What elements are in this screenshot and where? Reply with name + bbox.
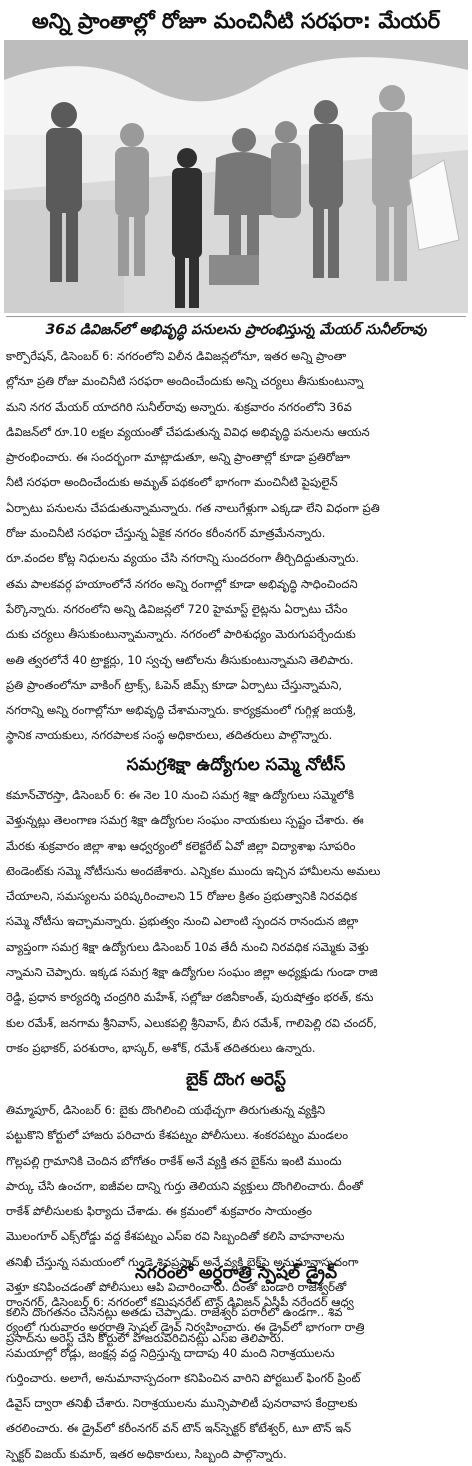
article-line: మని నగర మేయర్ యాదగిరి సునీల్‌రావు అన్నారు. శుక్రవారం నగరంలోని 36వ [6,399,352,414]
article-line: వెళ్తూ కనిపించడంతో పోలీసులు ఆపి విచారించారు. దీంతో బండారి రాజేశ్వర్‌తో [6,1280,347,1295]
article-line: పట్టుకొని కోర్టులో హాజరు పరిచారు కేశపట్నం పోలీసులు. శంకరపట్నం మండలం [6,1128,349,1143]
article-line: ప్రారంభించారు. ఈ సందర్భంగా మాట్లాడుతూ, అన్ని ప్రాంతాల్లో కూడా ప్రతిరోజూ [6,450,351,465]
article-line: ల్లోనూ ప్రతి రోజు మంచినీటి సరఫరా అందించేందుకు అన్ని చర్యలు తీసుకుంటున్నా [6,374,364,389]
article-line: కమాన్‌చౌరస్తా, డిసెంబర్ 6: ఈ నెల 10 నుంచి సమగ్ర శిక్షా ఉద్యోగులు సమ్మెలోకి [6,788,354,802]
article-line: ప్రతి ప్రాంతంలోనూ వాకింగ్ ట్రాక్స్, ఓపెన్ జిమ్స్ కూడా ఏర్పాటు చేస్తున్నామని, [6,677,343,692]
article-heading-special-drive: నగరంలో అర్ధరాత్రి స్పెషల్ డ్రైవ్ [134,1263,338,1283]
article-mayor [6,344,466,749]
article-line: స్థానిక నాయకులు, నగరపాలక సంస్థ అధికారులు, తదితరులు పాల్గొన్నారు. [6,728,333,743]
article-line: డివిజన్‌లో రూ.10 లక్షల వ్యయంతో చేపడుతున్న వివిధ అభివృద్ధి పనులను ఆయన [6,424,370,439]
article-line: గొల్లపల్లి గ్రామానికి చెందిన బోగోతం రాకేశ్ అనే వ్యక్తి తన బైక్‌ను ఇంటి ముందు [6,1153,342,1168]
article-line: తనిఖీ చేస్తున్న సమయంలో గుండె శివప్రసాద్ అనే వ్యక్తి బైక్‌పై అనుమానాస్పదంగా [6,1254,359,1269]
article-line: మొలంగూర్ ఎక్స్‌రోడ్డు వద్ద కేశపట్నం ఎస్ఐ రవి సిబ్బందితో కలిసి వాహనాలను [6,1229,345,1244]
article-line: ప్రసాద్‌ను అరెస్ట్ చేసి కోర్టులో హాజరుపరిచినట్లు ఎస్ఐ తెలిపారు. [6,1330,285,1345]
article-line: వెళ్తున్నట్లు తెలంగాణ సమగ్ర శిక్షా ఉద్యోగుల సంఘం నాయకులు స్పష్టం చేశారు. ఈ [6,813,364,828]
article-line: రాకేశ్ పోలీసులకు ఫిర్యాదు చేశాడు. ఈ క్రమంలో శుక్రవారం సాయంత్రం [6,1204,312,1219]
article-line: దుకు చర్యలు తీసుకుంటున్నామన్నారు. నగరంలో పారిశుధ్యం మెరుగుపర్చేందుకు [6,627,356,642]
article-line: రాకం ప్రభాకర్, పరశురాం, భాస్కర్, అశోక్, రమేశ్ తదితరులు ఉన్నారు. [6,1040,316,1055]
article-line: రాంనగర్, డిసెంబర్ 6: నగరంలో కమిషనరేట్ టౌన్ డివిజన్ ఏసీపీ నరేందర్ ఆధ్వ [6,1295,354,1309]
article-line: మేరకు శుక్రవారం జిల్లా శాఖ ఆధ్వర్యంలో కలెక్టరేట్ ఏవో జిల్లా విద్యాశాఖ సూపరిం [6,838,356,853]
article-line: స్పెక్టర్ విజయ్ కుమార్, ఇతర అధికారులు, సిబ్బంది పాల్గొన్నారు. [6,1446,287,1461]
article-line: సమ్మె నోటీసు ఇచ్చామన్నారు. ప్రభుత్వం నుంచి ఎలాంటి స్పందన రానందున జిల్లా [6,914,359,929]
news-photo-image [4,40,468,313]
article-line: పార్కు చేసి ఉంచగా, ఐజీవల దాన్ని గుర్తు తెలియని వ్యక్తులు దొంగిలించారు. దీంతో [6,1178,363,1193]
article-line: రోజు మంచినీటి సరఫరా చేస్తున్న ఏకైక నగరం కరీంనగర్ మాత్రమేనన్నారు. [6,526,326,541]
article-line: రూ.వందల కోట్ల నిధులను వ్యయం చేసి నగరాన్ని సుందరంగా తీర్చిదిద్దుతున్నారు. [6,551,359,566]
article-line: కలిసి దొంగతనం చేసినట్లు అతడు చెప్పాడు. రాజేశ్వర్ పరారీలో ఉండగా.. శివ [6,1305,343,1320]
article-heading-bike-thief: బైక్ దొంగ అరెస్ట్ [186,1070,286,1090]
photo-caption: 36వ డివిజన్‌లో అభివృద్ధి పనులను ప్రారంభిస్తున్న మేయర్ సునీల్‌రావు [6,316,466,343]
article-line: న్నామని చెప్పారు. ఇక్కడ సమగ్ర శిక్షా ఉద్యోగుల సంఘం జిల్లా అధ్యక్షుడు గుండా రాజి [6,965,378,980]
news-photo [4,40,468,313]
article-line: గుర్తించారు. అలాగే, అనుమానాస్పదంగా కనిపించిన వారిని పోర్టబుల్ ఫింగర్ ప్రింట్ [6,1370,361,1385]
article-strike-notice [6,783,466,1061]
article-line: ర్యంలో గురువారం అర్ధరాత్రి స్పెషల్ డ్రైవ్ నిర్వహించారు. ఈ డ్రైవ్‌లో భాగంగా రాత్రి [6,1320,365,1335]
article-line: కుల రమేశ్, జనగామ శ్రీనివాస్, ఎలుకపల్లి శ్రీనివాస్, బీస రమేశ్, గాలిపెల్లి రవి చందర్, [6,1015,377,1030]
page-headline: అన్ని ప్రాంతాల్లో రోజూ మంచినీటి సరఫరా: మేయర్ [31,9,441,33]
article-special-drive [6,1290,466,1466]
article-line: ఏర్పాటు పనులను చేపడుతున్నామన్నారు. గత నాలుగేళ్లుగా ఎక్కడా లేని విధంగా ప్రతి [6,500,380,515]
article-line: సమయాల్లో రోడ్లు, జంక్షన్ల వద్ద నిద్రిస్తున్న దాదాపు 40 మంది నిరాశ్రయులను [6,1345,335,1360]
article-line: నగరాన్ని అన్ని రంగాల్లోనూ అభివృద్ధి చేశామన్నారు. కార్యక్రమంలో గుగ్గిళ్ల జయశ్రీ, [6,703,357,718]
article-line: అతి త్వరలోనే 40 ట్రాక్టర్లు, 10 స్వచ్ఛ ఆటోలను తీసుకుంటున్నామని తెలిపారు. [6,652,354,667]
article-line: టెండెంట్‌కు సమ్మె నోటీసును అందజేశారు. ఎన్నికల ముందు ఇచ్చిన హామీలను అమలు [6,863,381,878]
article-line: డివైస్ ద్వారా తనిఖీ చేశారు. నిరాశ్రయులను మున్సిపాలిటీ పునరావాస కేంద్రాలకు [6,1396,358,1411]
article-line: వ్యాప్తంగా సమగ్ర శిక్షా ఉద్యోగులు డిసెంబర్ 10వ తేదీ నుంచి నిరవధిక సమ్మెకు వెళ్తు [6,939,369,954]
article-line: తరలించారు. ఈ డ్రైవ్‌లో కరీంనగర్ వన్ టౌన్ ఇన్‌స్పెక్టర్ కోటేశ్వర్, టూ టౌన్ ఇన్ [6,1421,352,1436]
article-line: తమ పాలకవర్గ హయాంలోనే నగరం అన్ని రంగాల్లో కూడా అభివృద్ధి సాధించిందని [6,576,358,591]
article-heading-strike-notice: సమగ్రశిక్షా ఉద్యోగుల సమ్మె నోటీస్ [126,755,346,775]
article-line: కార్పొరేషన్, డిసెంబర్ 6: నగరంలోని విలీన డివిజన్లలోనూ, ఇతర అన్ని ప్రాంతా [6,349,347,363]
article-line: తిమ్మాపూర్, డిసెంబర్ 6: బైకు దొంగిలించి యథేచ్ఛగా తిరుగుతున్న వ్యక్తిని [6,1103,326,1117]
article-line: పేర్కొన్నారు. నగరంలోని అన్ని డివిజన్లలో 720 హైమాస్ట్ లైట్లను ఏర్పాటు చేసేం [6,601,348,616]
article-line: రెడ్డి, ప్రధాన కార్యదర్శి చంద్రగిరి మహేశ్, సల్లోజు రజినీకాంత్, పురుషోత్తం భరత్, కను [6,990,374,1005]
article-line: నీటి సరఫరా అందించేందుకు అమృత్ పథకంలో భాగంగా మంచినీటి పైపులైన్ [6,475,338,490]
article-line: చేయాలని, సమస్యలను పరిష్కరించాలని 15 రోజుల క్రితం ప్రభుత్వానికి నిరవధిక [6,889,358,904]
